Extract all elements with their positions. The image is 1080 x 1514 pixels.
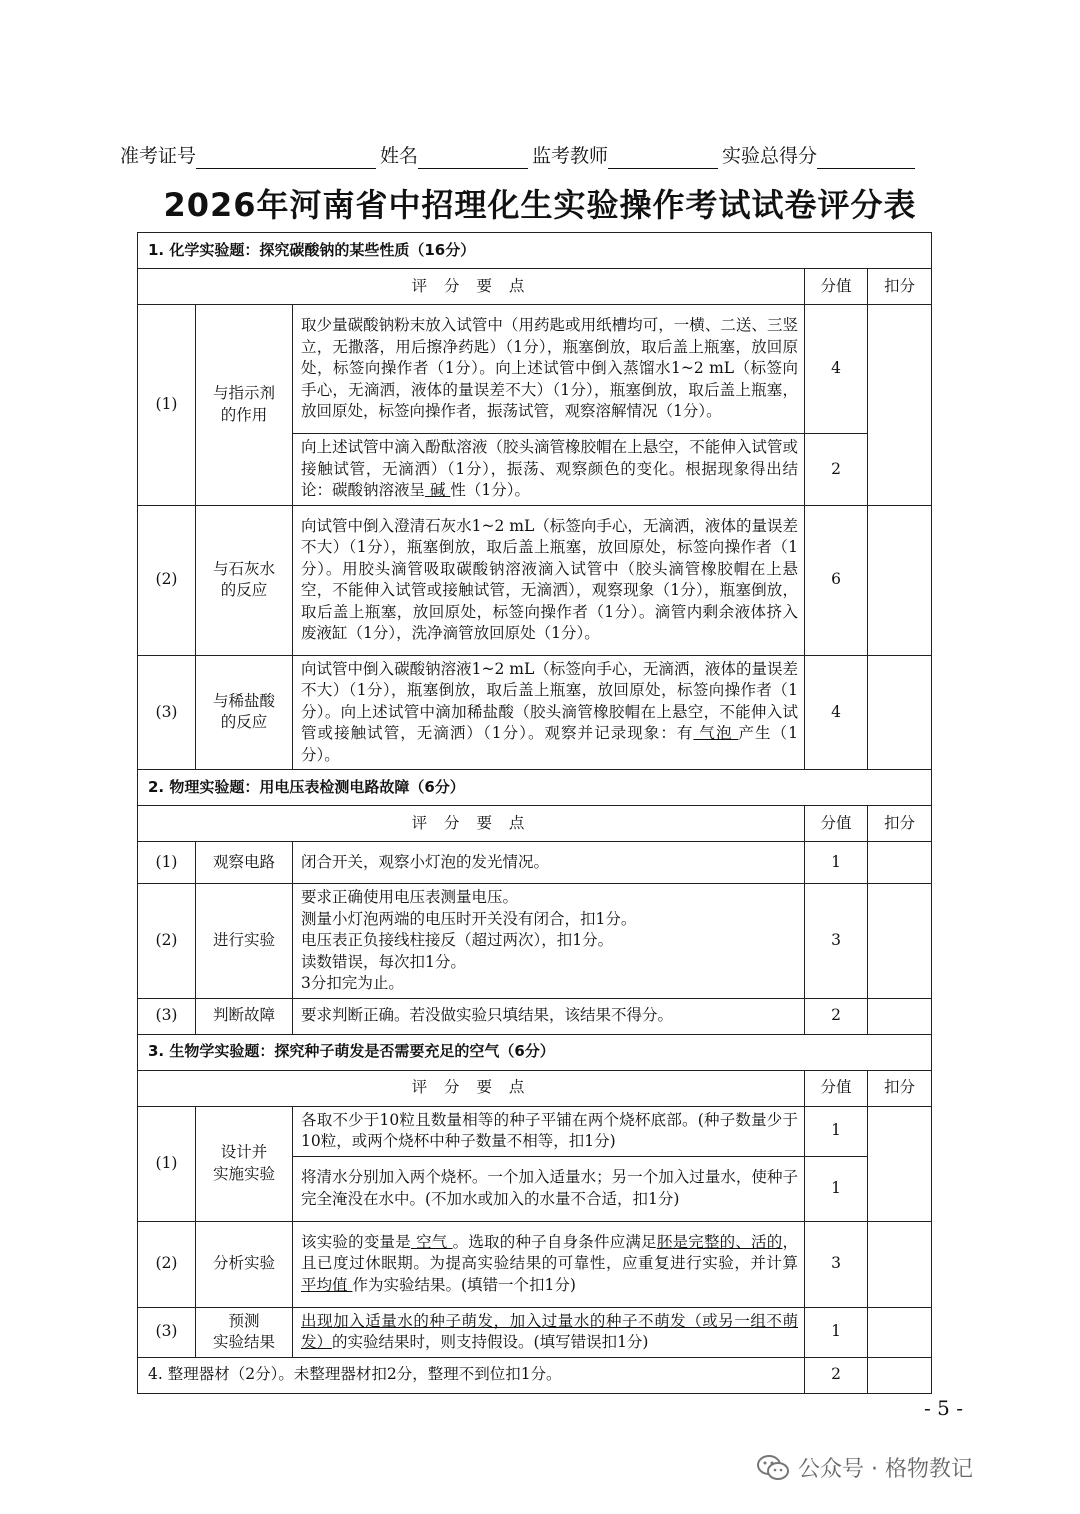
item-index: (2): [138, 505, 196, 655]
points-header: 评 分 要 点: [138, 269, 805, 305]
item-description: 该实验的变量是 空气 。选取的种子自身条件应满足胚是完整的、活的，且已度过休眠期。为提高实验结果的可靠性，应重复进行实验，并计算 平均值 作为实验结果。(填错一个扣1分): [293, 1221, 805, 1307]
item-description: 向试管中倒入碳酸钠溶液1~2 mL（标签向手心，无滴洒，液体的量误差不大）（1分），瓶塞倒放，取后盖上瓶塞，放回原处，标签向操作者（1分）。向上述试管中滴加稀盐酸（胶头滴管橡胶帽在上悬空，不能伸入试管或接触试管，无滴洒）（1分）。观察并记录现象：有 气泡 产生（1分）。: [293, 655, 805, 770]
item-score: 3: [805, 884, 868, 999]
item-description: 要求正确使用电压表测量电压。 测量小灯泡两端的电压时开关没有闭合，扣1分。 电压表正负接线柱接反（超过两次），扣1分。 读数错误，每次扣1分。 3分扣完为止。: [293, 884, 805, 999]
item-score: 3: [805, 1221, 868, 1307]
item-name: 与指示剂的作用: [196, 305, 293, 506]
item-index: (1): [138, 842, 196, 884]
deduct-cell[interactable]: [868, 305, 932, 506]
score-header: 分值: [805, 269, 868, 305]
total-score-label: 实验总得分: [722, 145, 818, 167]
item-name: 进行实验: [196, 884, 293, 999]
deduct-cell[interactable]: [868, 1307, 932, 1357]
item-index: (2): [138, 884, 196, 999]
item-name: 预测 实验结果: [196, 1307, 293, 1357]
name-blank[interactable]: [418, 148, 528, 169]
item-description: 将清水分别加入两个烧杯。一个加入适量水；另一个加入过量水，使种子完全淹没在水中。(不加水或加入的水量不合适，扣1分): [293, 1156, 805, 1221]
item-name: 分析实验: [196, 1221, 293, 1307]
item-score: 2: [805, 434, 868, 506]
item-score: 1: [805, 1156, 868, 1221]
section4-title: 4. 整理器材（2分）。: [148, 1365, 294, 1384]
answer-blank: 碱: [425, 481, 451, 499]
page-title: 2026年河南省中招理化生实验操作考试试卷评分表: [163, 186, 917, 224]
section3-title: 3. 生物学实验题：探究种子萌发是否需要充足的空气（6分）: [138, 1034, 932, 1070]
item-score: 1: [805, 842, 868, 884]
item-description: 各取不少于10粒且数量相等的种子平铺在两个烧杯底部。(种子数量少于10粒，或两个烧杯中种子数量不相等，扣1分): [293, 1106, 805, 1156]
answer-blank: 出现加入适量水的种子萌发，加入过量水的种子不萌发（或另一组不萌发）: [301, 1311, 798, 1351]
deduct-cell[interactable]: [868, 884, 932, 999]
page-number: - 5 -: [924, 1396, 963, 1420]
exam-id-blank[interactable]: [196, 148, 376, 169]
item-description: 向试管中倒入澄清石灰水1~2 mL（标签向手心，无滴洒，液体的量误差不大）（1分），瓶塞倒放，取后盖上瓶塞，放回原处，标签向操作者（1分）。用胶头滴管吸取碳酸钠溶液滴入试管中（胶头滴管橡胶帽在上悬空，不能伸入试管或接触试管，无滴洒），观察现象（1分），瓶塞倒放，取后盖上瓶塞，放回原处，标签向操作者（1分）。滴管内剩余液体挤入废液缸（1分），洗净滴管放回原处（1分）。: [293, 505, 805, 655]
deduct-cell[interactable]: [868, 1106, 932, 1221]
wechat-icon: [756, 1454, 790, 1482]
deduct-cell[interactable]: [868, 842, 932, 884]
name-label: 姓名: [380, 145, 419, 167]
item-description: 闭合开关，观察小灯泡的发光情况。: [293, 842, 805, 884]
deduct-cell[interactable]: [868, 998, 932, 1034]
item-score: 4: [805, 305, 868, 434]
score-header: 分值: [805, 806, 868, 842]
deduct-cell[interactable]: [868, 505, 932, 655]
answer-blank: 胚是完整的、活的: [656, 1232, 783, 1251]
item-name: 与石灰水的反应: [196, 505, 293, 655]
item-score: 2: [805, 1357, 868, 1393]
item-index: (3): [138, 1307, 196, 1357]
item-name: 设计并 实施实验: [196, 1106, 293, 1221]
deduct-cell[interactable]: [868, 1221, 932, 1307]
deduct-cell[interactable]: [868, 1357, 932, 1393]
section2-title: 2. 物理实验题：用电压表检测电路故障（6分）: [138, 770, 932, 806]
answer-blank: 空气: [410, 1232, 453, 1251]
deduct-cell[interactable]: [868, 655, 932, 770]
item-description: 要求判断正确。若没做实验只填结果，该结果不得分。: [293, 998, 805, 1034]
proctor-label: 监考教师: [532, 145, 609, 167]
proctor-blank[interactable]: [608, 148, 718, 169]
total-score-blank[interactable]: [817, 148, 915, 169]
item-index: (2): [138, 1221, 196, 1307]
exam-id-label: 准考证号: [120, 145, 197, 167]
score-header: 分值: [805, 1070, 868, 1106]
item-name: 与稀盐酸的反应: [196, 655, 293, 770]
watermark-text: 公众号 · 格物教记: [798, 1457, 973, 1482]
watermark: [756, 1452, 973, 1483]
section1-title: 1. 化学实验题：探究碳酸钠的某些性质（16分）: [138, 233, 932, 269]
item-description: 取少量碳酸钠粉末放入试管中（用药匙或用纸槽均可，一横、二送、三竖立，无撒落，用后擦净药匙）（1分），瓶塞倒放，取后盖上瓶塞，放回原处，标签向操作者（1分）。向上述试管中倒入蒸馏水1~2 mL（标签向手心，无滴洒，液体的量误差不大）（1分），瓶塞倒放，取后盖上瓶塞，放回原处，标签向操作者，振荡试管，观察溶解情况（1分）。: [293, 305, 805, 434]
scoring-table: [137, 232, 932, 1394]
answer-blank: 平均值: [301, 1275, 353, 1294]
item-score: 2: [805, 998, 868, 1034]
deduct-header: 扣分: [868, 806, 932, 842]
section4-text: 未整理器材扣2分，整理不到位扣1分。: [293, 1365, 562, 1384]
item-description: 向上述试管中滴入酚酞溶液（胶头滴管橡胶帽在上悬空，不能伸入试管或接触试管，无滴洒）（1分），振荡、观察颜色的变化。根据现象得出结论：碳酸钠溶液呈 碱 性（1分）。: [293, 434, 805, 506]
item-score: 6: [805, 505, 868, 655]
answer-blank: 气泡: [693, 724, 739, 742]
deduct-header: 扣分: [868, 269, 932, 305]
item-name: 判断故障: [196, 998, 293, 1034]
item-index: (3): [138, 998, 196, 1034]
item-description: 出现加入适量水的种子萌发，加入过量水的种子不萌发（或另一组不萌发）的实验结果时，则支持假设。(填写错误扣1分): [293, 1307, 805, 1357]
item-index: (1): [138, 305, 196, 506]
points-header: 评 分 要 点: [138, 806, 805, 842]
item-score: 1: [805, 1307, 868, 1357]
exam-header: [120, 143, 970, 169]
item-score: 1: [805, 1106, 868, 1156]
item-index: (3): [138, 655, 196, 770]
item-index: (1): [138, 1106, 196, 1221]
item-score: 4: [805, 655, 868, 770]
item-name: 观察电路: [196, 842, 293, 884]
deduct-header: 扣分: [868, 1070, 932, 1106]
section4-row: [138, 1357, 805, 1393]
points-header: 评 分 要 点: [138, 1070, 805, 1106]
